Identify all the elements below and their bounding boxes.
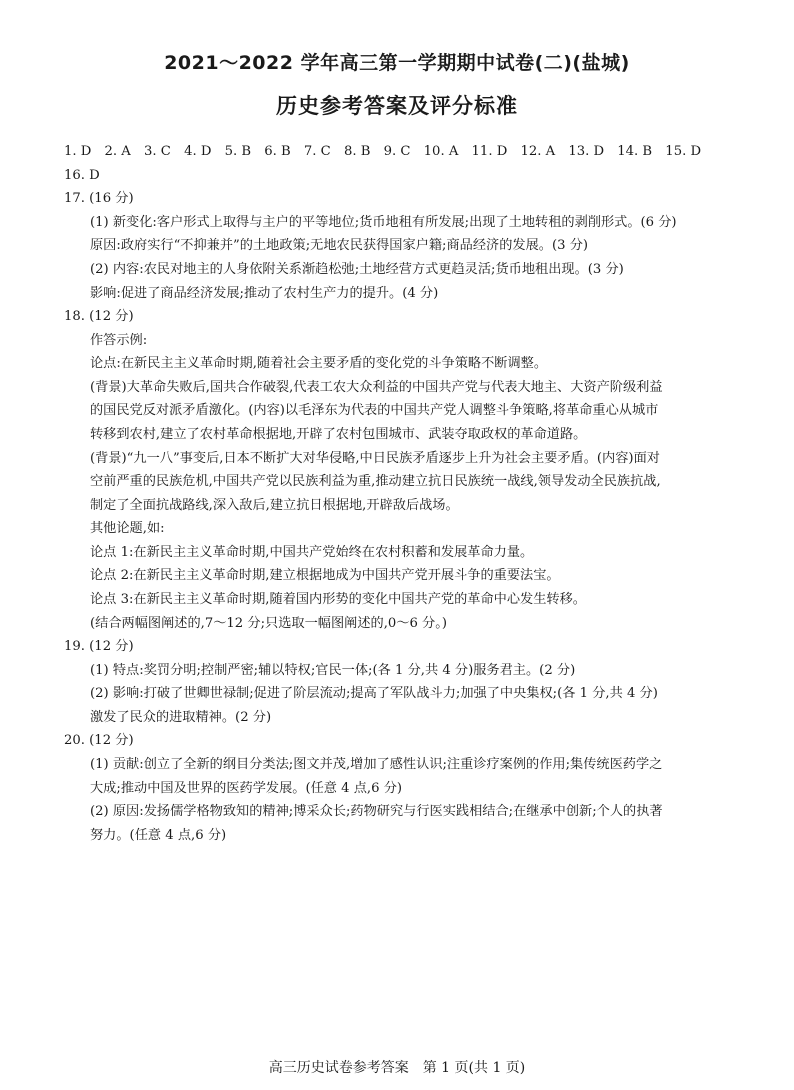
q17-line: (2) 内容:农民对地主的人身依附关系渐趋松弛;土地经营方式更趋灵活;货币地租出现。(3 分) (90, 262, 624, 277)
q20-line: 大成;推动中国及世界的医药学发展。(任意 4 点,6 分) (90, 781, 403, 796)
q20-heading: 20. (12 分) (64, 733, 134, 748)
q18-heading: 18. (12 分) (64, 309, 134, 324)
q18-line: (背景)“九一八”事变后,日本不断扩大对华侵略,中日民族矛盾逐步上升为社会主要矛盾。(内容)面对 (90, 451, 660, 466)
q20-line: (1) 贡献:创立了全新的纲目分类法;图文并茂,增加了感性认识;注重诊疗案例的作用;集传统医药学之 (90, 757, 663, 772)
q17-heading: 17. (16 分) (64, 191, 134, 206)
q19-line: 激发了民众的进取精神。(2 分) (90, 710, 272, 725)
q18-line: 的国民党反对派矛盾激化。(内容)以毛泽东为代表的中国共产党人调整斗争策略,将革命重心从城市 (90, 403, 659, 418)
q18-line: (结合两幅图阐述的,7～12 分;只选取一幅图阐述的,0～6 分。) (90, 616, 447, 631)
q18-line: 转移到农村,建立了农村革命根据地,开辟了农村包围城市、武装夺取政权的革命道路。 (90, 427, 587, 442)
q18-line: 空前严重的民族危机,中国共产党以民族利益为重,推动建立抗日民族统一战线,领导发动全民族抗战, (90, 474, 661, 489)
q19-line: (2) 影响:打破了世卿世禄制;促进了阶层流动;提高了军队战斗力;加强了中央集权;(各 1 分,共 4 分) (90, 686, 658, 701)
q17-line: 影响:促进了商品经济发展;推动了农村生产力的提升。(4 分) (90, 286, 439, 301)
q18-line: (背景)大革命失败后,国共合作破裂,代表工农大众利益的中国共产党与代表大地主、大资产阶级利益 (90, 380, 663, 395)
q17-line: 原因:政府实行“不抑兼并”的土地政策;无地农民获得国家户籍;商品经济的发展。(3 分) (90, 238, 589, 253)
q20-line: 努力。(任意 4 点,6 分) (90, 828, 227, 843)
q18-line: 论点 3:在新民主主义革命时期,随着国内形势的变化中国共产党的革命中心发生转移。 (90, 592, 586, 607)
mc-answers-line-2: 16. D (64, 168, 100, 183)
q17-line: (1) 新变化:客户形式上取得与主户的平等地位;货币地租有所发展;出现了土地转租的剥削形式。(6 分) (90, 215, 677, 230)
q18-line: 制定了全面抗战路线,深入敌后,建立抗日根据地,开辟敌后战场。 (90, 498, 459, 513)
document-subtitle: 历史参考答案及评分标准 (276, 94, 518, 118)
document-title: 2021～2022 学年高三第一学期期中试卷(二)(盐城) (164, 52, 630, 74)
q20-line: (2) 原因:发扬儒学格物致知的精神;博采众长;药物研究与行医实践相结合;在继承中创新;个人的执著 (90, 804, 663, 819)
q19-line: (1) 特点:奖罚分明;控制严密;辅以特权;官民一体;(各 1 分,共 4 分)服务君主。(2 分) (90, 663, 576, 678)
q18-line: 作答示例: (90, 333, 148, 348)
mc-answers-line-1: 1. D 2. A 3. C 4. D 5. B 6. B 7. C 8. B 9. C 10. A 11. D 12. A 13. D 14. B 15. D (64, 144, 702, 159)
q18-line: 其他论题,如: (90, 521, 165, 536)
q18-line: 论点:在新民主主义革命时期,随着社会主要矛盾的变化党的斗争策略不断调整。 (90, 356, 548, 371)
q18-line: 论点 2:在新民主主义革命时期,建立根据地成为中国共产党开展斗争的重要法宝。 (90, 568, 560, 583)
q18-line: 论点 1:在新民主主义革命时期,中国共产党始终在农村积蓄和发展革命力量。 (90, 545, 534, 560)
q19-heading: 19. (12 分) (64, 639, 134, 654)
page-footer: 高三历史试卷参考答案 第 1 页(共 1 页) (268, 1060, 526, 1076)
